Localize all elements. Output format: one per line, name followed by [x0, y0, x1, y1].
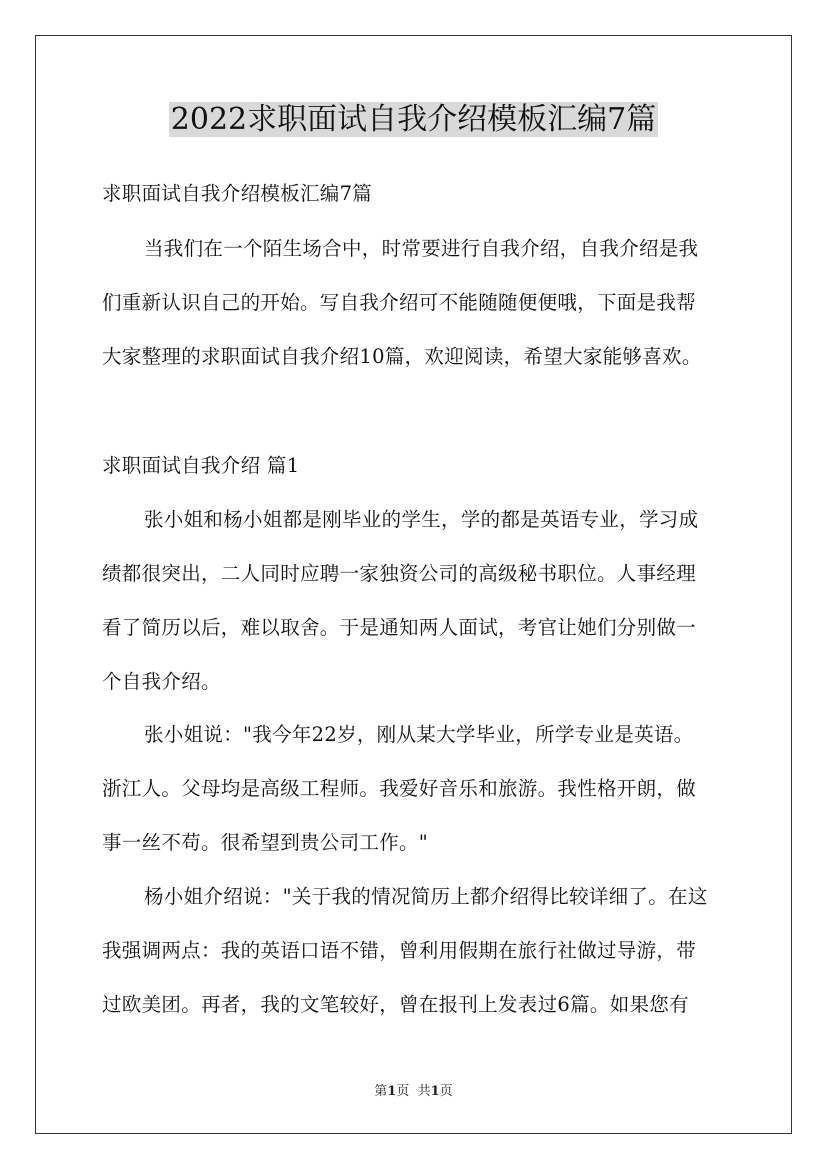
- total-prefix: 共: [417, 1084, 431, 1099]
- paragraph-line: 过欧美团。再者，我的文笔较好，曾在报刊上发表过6篇。如果您有: [102, 993, 689, 1016]
- intro-line: 们重新认识自己的开始。写自我介绍可不能随随便便哦，下面是我帮: [102, 291, 697, 314]
- intro-line: 大家整理的求职面试自我介绍10篇，欢迎阅读，希望大家能够喜欢。: [102, 345, 702, 368]
- page-suffix: 页: [396, 1084, 410, 1099]
- document-title-text: 2022求职面试自我介绍模板汇编7篇: [170, 102, 657, 137]
- paragraph-line: 张小姐说："我今年22岁，刚从某大学毕业，所学专业是英语。: [144, 723, 694, 746]
- paragraph-line: 事一丝不苟。很希望到贵公司工作。": [102, 831, 429, 854]
- total-pages: 1: [430, 1084, 440, 1099]
- paragraph-line: 浙江人。父母均是高级工程师。我爱好音乐和旅游。我性格开朗，做: [102, 777, 697, 800]
- page-prefix: 第: [374, 1084, 388, 1099]
- intro-line: 当我们在一个陌生场合中，时常要进行自我介绍，自我介绍是我: [144, 237, 699, 260]
- paragraph-line: 张小姐和杨小姐都是刚毕业的学生，学的都是英语专业，学习成: [144, 508, 699, 531]
- paragraph-line: 看了简历以后，难以取舍。于是通知两人面试，考官让她们分别做一: [102, 616, 697, 639]
- paragraph-line: 我强调两点：我的英语口语不错，曾利用假期在旅行社做过导游，带: [102, 939, 697, 962]
- page-number: 1: [387, 1084, 397, 1099]
- total-suffix: 页: [439, 1084, 453, 1099]
- document-title: [0, 98, 827, 142]
- paragraph-line: 个自我介绍。: [102, 670, 221, 693]
- section-heading: 求职面试自我介绍 篇1: [102, 454, 300, 477]
- paragraph-line: 绩都很突出，二人同时应聘一家独资公司的高级秘书职位。人事经理: [102, 562, 697, 585]
- page-footer: [0, 1084, 827, 1100]
- subtitle: 求职面试自我介绍模板汇编7篇: [102, 182, 373, 205]
- paragraph-line: 杨小姐介绍说："关于我的情况简历上都介绍得比较详细了。在这: [144, 885, 708, 908]
